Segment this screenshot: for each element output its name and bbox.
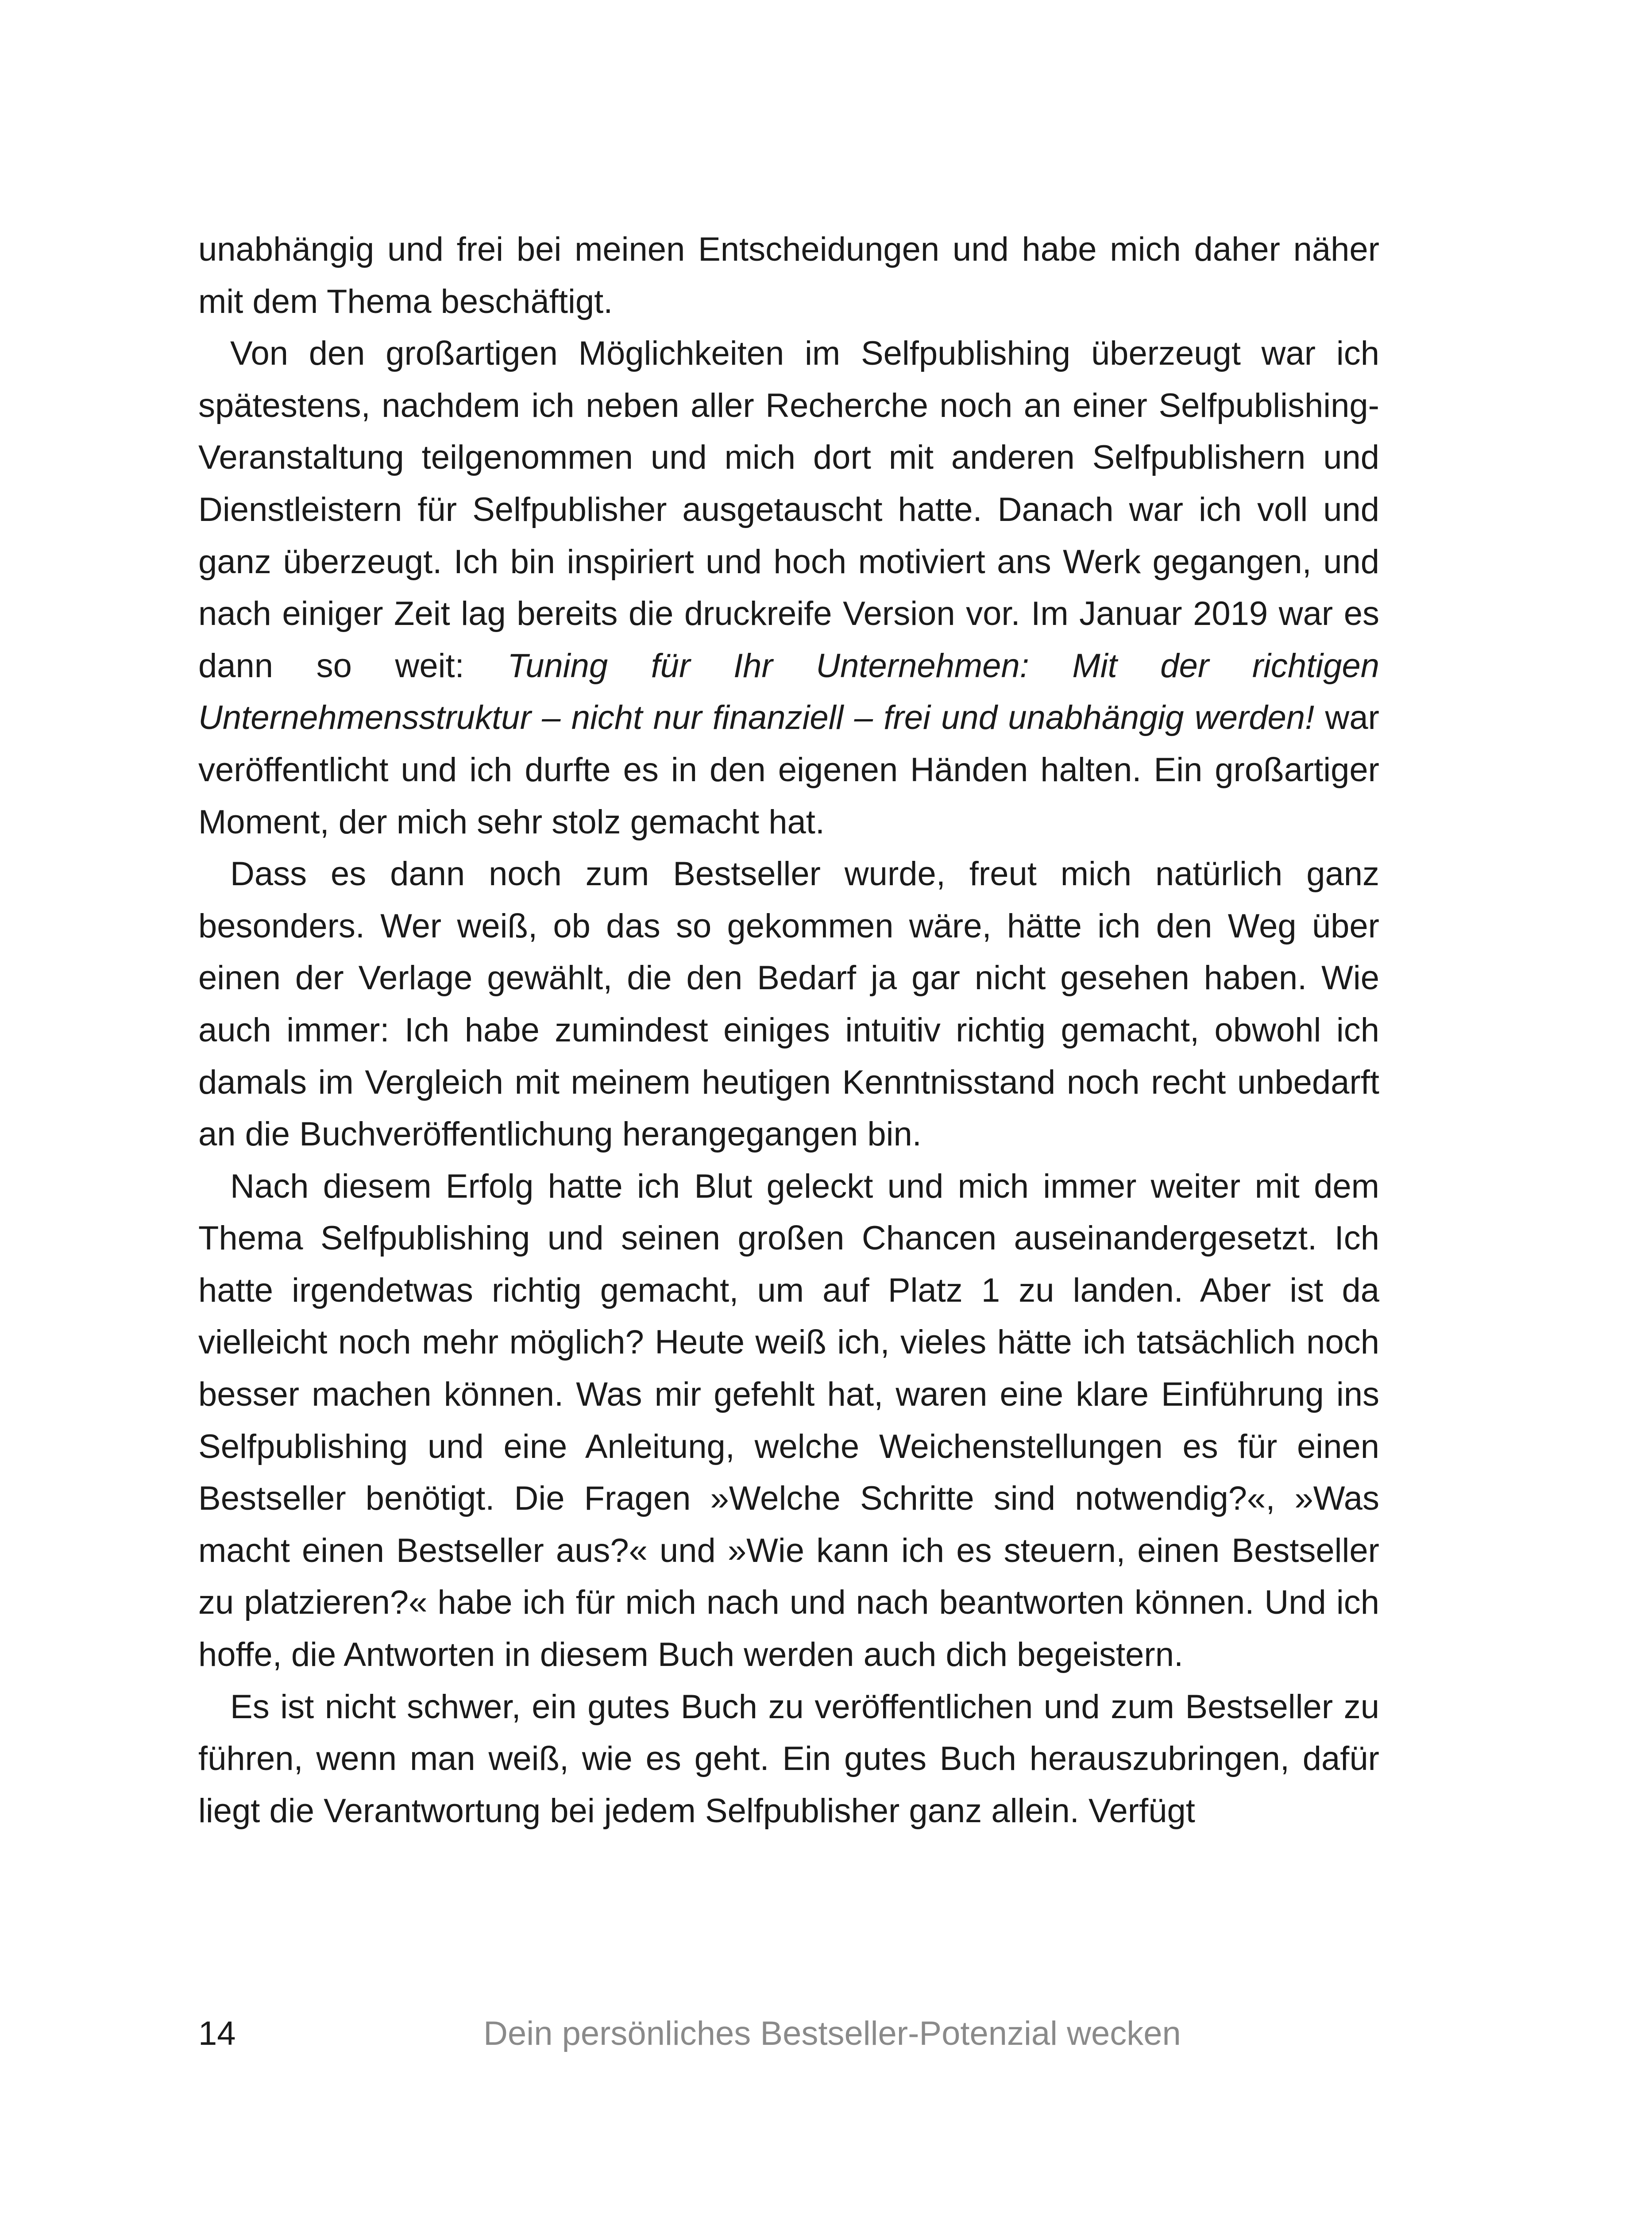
paragraph-2 xyxy=(198,328,1379,848)
paragraph-1: unabhängig und frei bei meinen Entscheidungen und habe mich daher näher mit dem Thema beschäftigt. xyxy=(198,231,1379,320)
page-footer xyxy=(0,2007,1652,2060)
paragraph-4: Nach diesem Erfolg hatte ich Blut geleckt und mich immer weiter mit dem Thema Selfpublishing und seinen großen Chancen auseinandergesetzt. Ich hatte irgendetwas richtig gemacht, um auf Platz 1 zu landen. Aber ist da vielleicht noch mehr möglich? Heute weiß ich, vieles hätte ich tatsächlich noch besser machen können. Was mir gefehlt hat, waren eine klare Einführung ins Selfpublishing und eine Anleitung, welche Weichenstellungen es für einen Bestseller benötigt. Die Fragen »Welche Schritte sind notwendig?«, »Was macht einen Bestseller aus?« und »Wie kann ich es steuern, einen Bestseller zu platzieren?« habe ich für mich nach und nach beantworten können. Und ich hoffe, die Antworten in diesem Buch werden auch dich begeistern. xyxy=(198,1167,1379,1674)
running-title: Dein persönliches Bestseller-Potenzial wecken xyxy=(483,2015,1181,2052)
book-title-italic: Tuning für Ihr Unternehmen: Mit der richtigen Unternehmensstruktur – nicht nur finanziell – frei und unabhängig werden! xyxy=(198,647,1379,737)
paragraph-5: Es ist nicht schwer, ein gutes Buch zu veröffentlichen und zum Bestseller zu führen, wenn man weiß, wie es geht. Ein gutes Buch herauszubringen, dafür liegt die Verantwortung bei jedem Selfpublisher ganz allein. Verfügt xyxy=(198,1688,1379,1830)
paragraph-2-text-b: war veröffentlicht und ich durfte es in den eigenen Händen halten. Ein großartiger Moment, der mich sehr stolz gemacht hat. xyxy=(198,699,1379,841)
paragraph-2-text-a: Von den großartigen Möglichkeiten im Selfpublishing überzeugt war ich spätestens, nachdem ich neben aller Recherche noch an einer Selfpublishing-Veranstaltung teilgenommen und mich dort mit anderen Selfpublishern und Dienstleistern für Selfpublisher ausgetauscht hatte. Danach war ich voll und ganz überzeugt. Ich bin inspiriert und hoch motiviert ans Werk gegangen, und nach einiger Zeit lag bereits die druckreife Version vor. Im Januar 2019 war es dann so weit: xyxy=(198,335,1379,685)
page-number: 14 xyxy=(198,2015,236,2052)
body-text xyxy=(198,224,1379,1837)
paragraph-3: Dass es dann noch zum Bestseller wurde, freut mich natürlich ganz besonders. Wer weiß, ob das so gekommen wäre, hätte ich den Weg über einen der Verlage gewählt, die den Bedarf ja gar nicht gesehen haben. Wie auch immer: Ich habe zumindest einiges intuitiv richtig gemacht, obwohl ich damals im Vergleich mit meinem heutigen Kenntnisstand noch recht unbedarft an die Buchveröffentlichung herangegangen bin. xyxy=(198,855,1379,1153)
